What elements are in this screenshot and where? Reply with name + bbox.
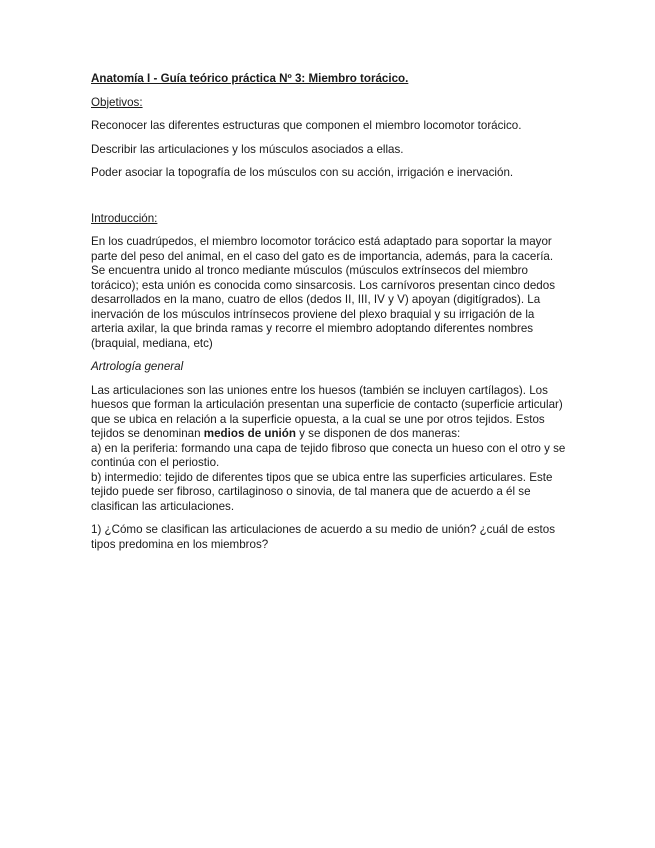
arthrology-heading: Artrología general xyxy=(91,360,184,373)
document-page xyxy=(91,72,566,552)
introduction-heading: Introducción: xyxy=(91,211,158,225)
arthrology-text-start: Las articulaciones son las uniones entre los huesos (también se incluyen cartílagos). Los huesos que forman la articulación presentan una superficie de contacto (superficie articular) que se ubica en relación a la superficie opuesta, a la cual se une por otros tejidos. Estos tejidos se denominan xyxy=(91,383,563,440)
question-1: 1) ¿Cómo se clasifican las articulaciones de acuerdo a su medio de unión? ¿cuál de estos tipos predomina en los miembros? xyxy=(91,523,555,551)
bold-term: medios de unión xyxy=(203,427,296,440)
arthrology-item-a: a) en la periferia: formando una capa de tejido fibroso que conecta un hueso con el otro y se continúa con el periostio. xyxy=(91,441,566,469)
objective-item: Describir las articulaciones y los músculos asociados a ellas. xyxy=(91,142,404,156)
document-title: Anatomía I - Guía teórico práctica Nº 3: Miembro torácico. xyxy=(91,72,409,85)
introduction-paragraph: En los cuadrúpedos, el miembro locomotor torácico está adaptado para soportar la mayor parte del peso del animal, en el caso del gato es de importancia, además, para la cacería. Se encuentra unido al tronco mediante músculos (músculos extrínsecos del miembro torácico); esta unión es conocida como sinsarcosis. Los carnívoros presentan cinco dedos desarrollados en la mano, cuatro de ellos (dedos II, III, IV y V) apoyan (digitígrados). La inervación de los músculos intrínsecos proviene del plexo braquial y su irrigación de la arteria axilar, la que brinda ramas y recorre el miembro adoptando diferentes nombres (braquial, mediana, etc) xyxy=(91,235,555,350)
objective-item: Poder asociar la topografía de los músculos con su acción, irrigación e inervación. xyxy=(91,166,514,179)
objectives-heading: Objetivos: xyxy=(91,95,143,109)
arthrology-text-end: y se disponen de dos maneras: xyxy=(295,427,461,440)
arthrology-item-b: b) intermedio: tejido de diferentes tipos que se ubica entre las superficies articulares. Este tejido puede ser fibroso, cartilaginoso o sinovia, de tal manera que de acuerdo a él se clasifican las articulaciones. xyxy=(91,470,553,513)
objective-item: Reconocer las diferentes estructuras que componen el miembro locomotor torácico. xyxy=(91,119,522,132)
section-spacer xyxy=(91,190,566,212)
arthrology-paragraph xyxy=(91,384,566,515)
